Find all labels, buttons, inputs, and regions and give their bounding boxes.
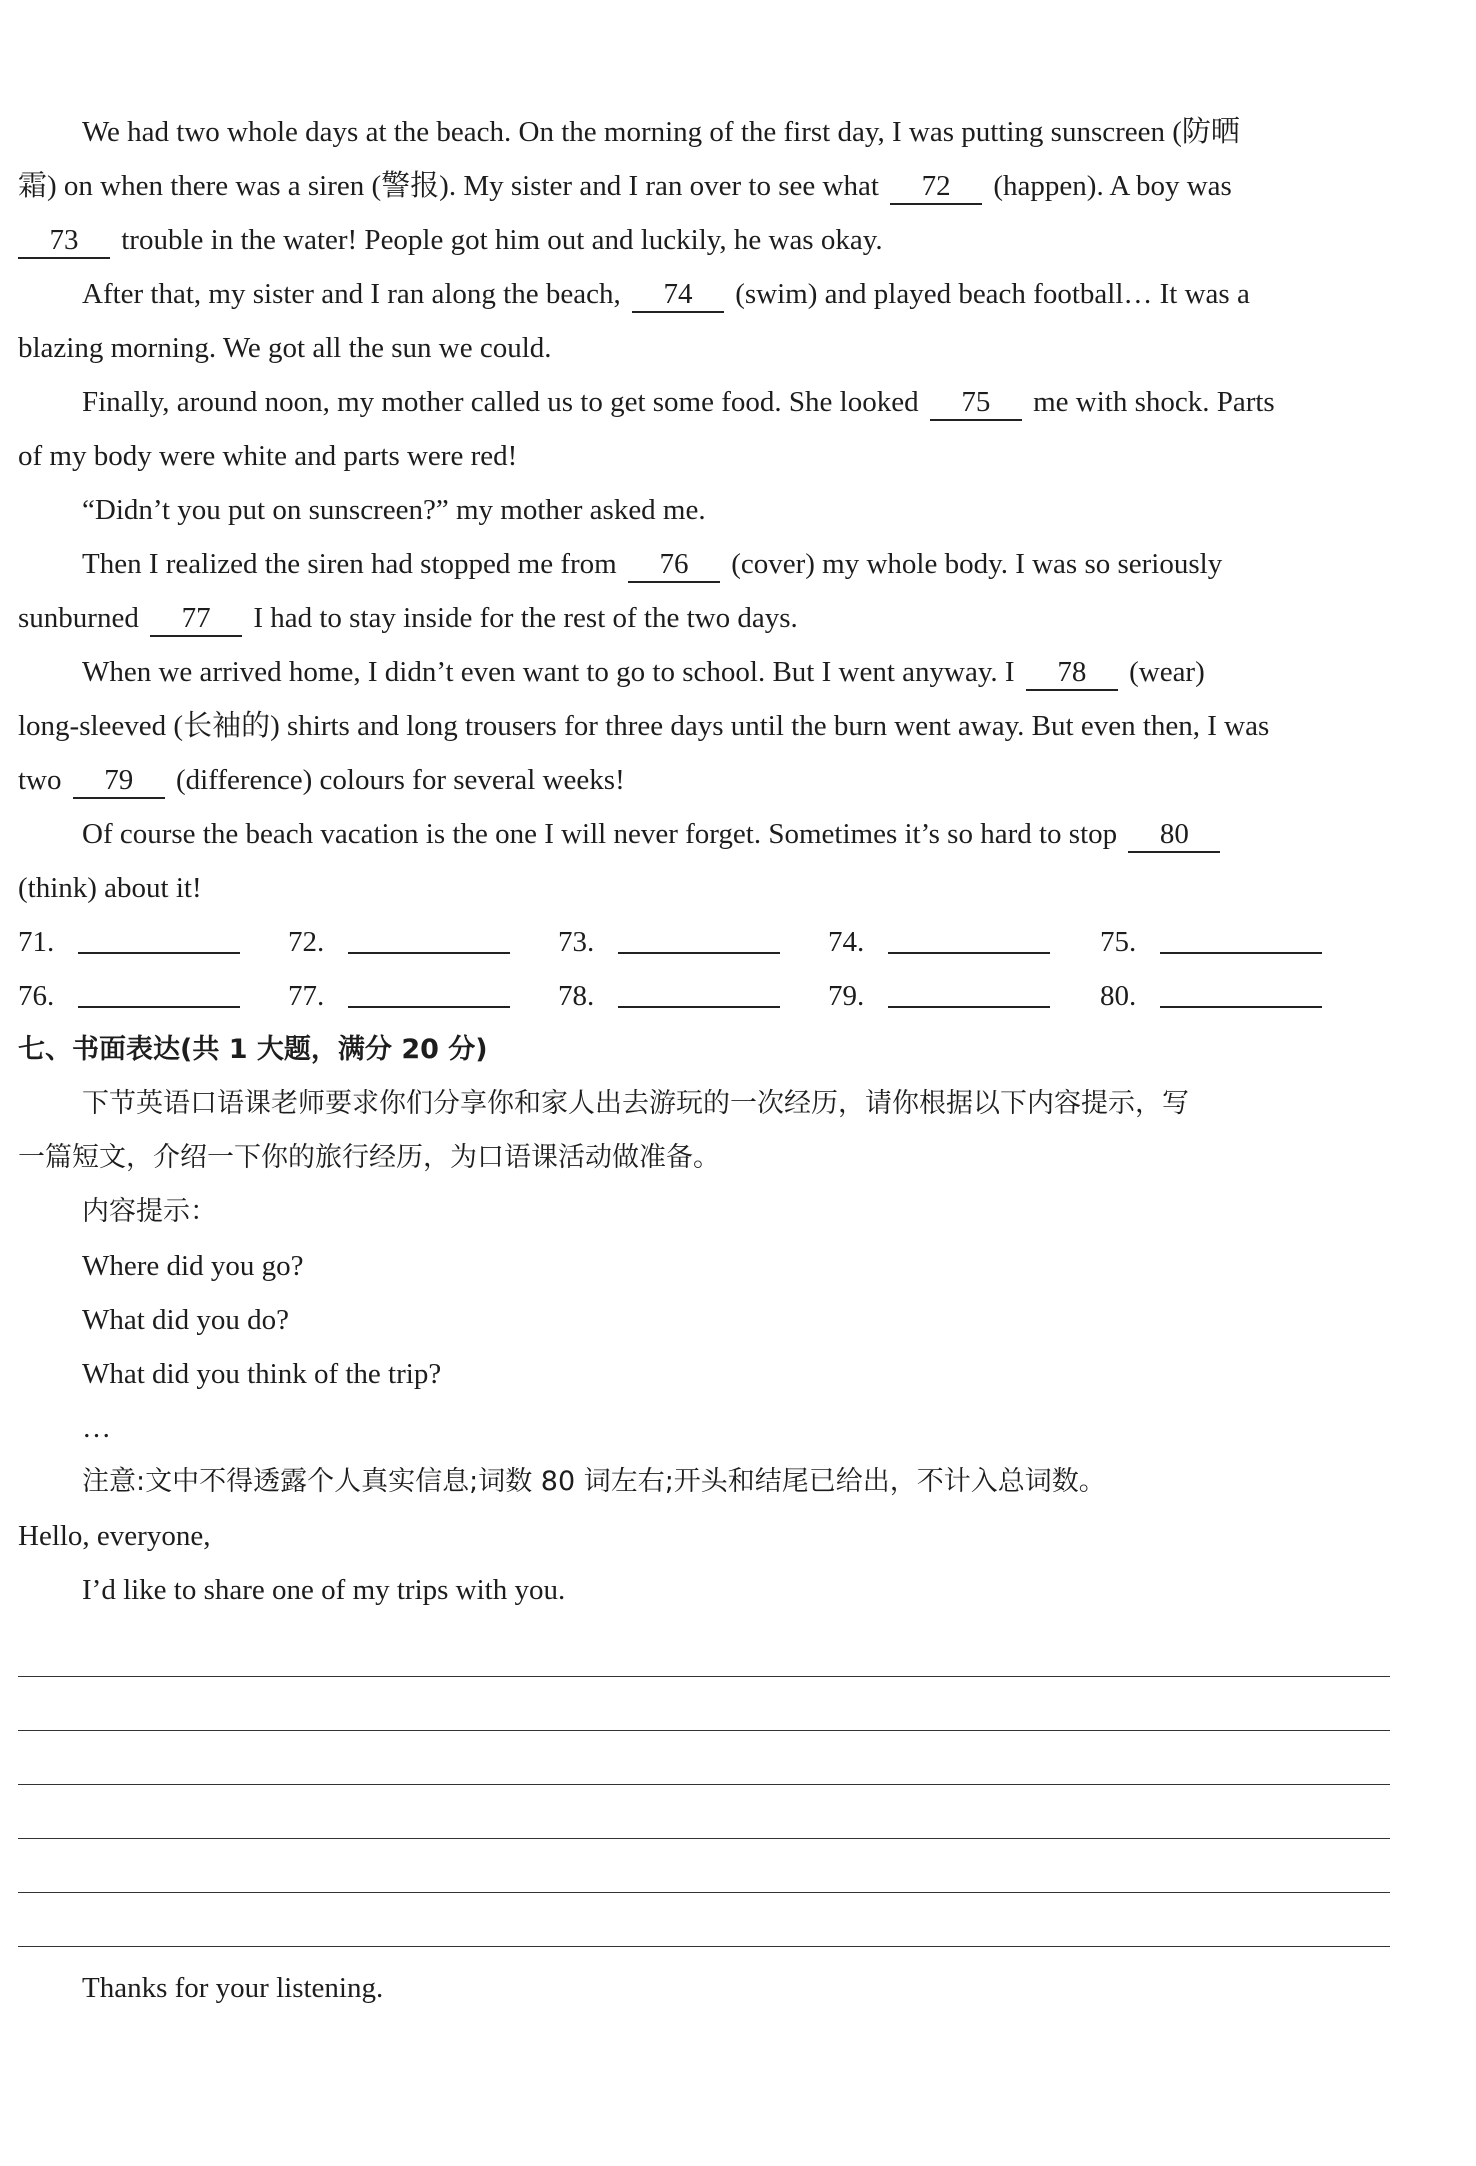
answer-line[interactable]: [888, 980, 1050, 1008]
answer-71[interactable]: [18, 922, 240, 962]
answer-73[interactable]: [558, 922, 780, 962]
answer-number: 75.: [1100, 926, 1137, 958]
blank-80[interactable]: 80: [1128, 817, 1220, 853]
blank-74[interactable]: 74: [632, 277, 724, 313]
writing-line-4[interactable]: [18, 1838, 1390, 1839]
answer-number: 74.: [828, 926, 865, 958]
blank-78[interactable]: 78: [1026, 655, 1118, 691]
hint-question-3: What did you think of the trip?: [82, 1358, 442, 1390]
passage-text: Of course the beach vacation is the one I will never forget. Sometimes it’s so hard to stop: [82, 818, 1118, 850]
passage-text: Finally, around noon, my mother called us to get some food. She looked: [82, 386, 919, 418]
passage-text: two: [18, 764, 62, 796]
section-title: 七、书面表达(共 1 大题，满分 20 分): [18, 1034, 488, 1065]
answer-number: 71.: [18, 926, 55, 958]
answer-76[interactable]: [18, 976, 240, 1016]
passage-line-6: [82, 382, 1275, 422]
passage-line-8: [82, 490, 706, 530]
passage-line-12: [18, 706, 1269, 746]
passage-text: (wear): [1129, 656, 1205, 688]
answer-line[interactable]: [618, 980, 780, 1008]
passage-line-15: [18, 868, 202, 908]
answer-line[interactable]: [1160, 926, 1322, 954]
answer-line[interactable]: [888, 926, 1050, 954]
passage-line-9: [82, 544, 1222, 584]
answer-line[interactable]: [348, 926, 510, 954]
hint-question-2: What did you do?: [82, 1304, 289, 1336]
passage-text: 霜) on when there was a siren (警报). My sister and I ran over to see what: [18, 170, 879, 202]
answer-line[interactable]: [1160, 980, 1322, 1008]
hint-label: 内容提示：: [82, 1196, 217, 1227]
answer-number: 72.: [288, 926, 325, 958]
answer-line[interactable]: [348, 980, 510, 1008]
blank-77[interactable]: 77: [150, 601, 242, 637]
passage-line-11: [82, 652, 1205, 692]
answer-75[interactable]: [1100, 922, 1322, 962]
answer-79[interactable]: [828, 976, 1050, 1016]
passage-text: long-sleeved (长袖的) shirts and long trousers for three days until the burn went away. But even then, I was: [18, 710, 1270, 742]
answer-number: 79.: [828, 980, 865, 1012]
passage-text: (cover) my whole body. I was so seriously: [731, 548, 1223, 580]
answer-line[interactable]: [78, 926, 240, 954]
blank-79[interactable]: 79: [73, 763, 165, 799]
answer-74[interactable]: [828, 922, 1050, 962]
blank-76[interactable]: 76: [628, 547, 720, 583]
passage-line-14: [82, 814, 1224, 854]
answer-77[interactable]: [288, 976, 510, 1016]
passage-line-13: [18, 760, 625, 800]
passage-line-10: [18, 598, 798, 638]
answer-78[interactable]: [558, 976, 780, 1016]
passage-text: of my body were white and parts were red!: [18, 440, 518, 472]
passage-text: (swim) and played beach football… It was a: [735, 278, 1250, 310]
writing-intro-line-2: 一篇短文，介绍一下你的旅行经历，为口语课活动做准备。: [18, 1142, 720, 1173]
answer-number: 80.: [1100, 980, 1137, 1012]
answer-number: 73.: [558, 926, 595, 958]
writing-line-2[interactable]: [18, 1730, 1390, 1731]
hint-ellipsis: …: [82, 1412, 111, 1444]
passage-text: blazing morning. We got all the sun we could.: [18, 332, 552, 364]
passage-line-3: [18, 220, 883, 260]
answer-80[interactable]: [1100, 976, 1322, 1016]
writing-line-1[interactable]: [18, 1676, 1390, 1677]
passage-line-7: [18, 436, 517, 476]
blank-75[interactable]: 75: [930, 385, 1022, 421]
answer-number: 76.: [18, 980, 55, 1012]
passage-line-2: [18, 166, 1232, 206]
passage-text: When we arrived home, I didn’t even want to go to school. But I went anyway. I: [82, 656, 1015, 688]
passage-text: We had two whole days at the beach. On the morning of the first day, I was putting sunscreen (防晒: [82, 116, 1240, 148]
passage-text: After that, my sister and I ran along the beach,: [82, 278, 621, 310]
answer-line[interactable]: [618, 926, 780, 954]
passage-text: Then I realized the siren had stopped me from: [82, 548, 617, 580]
answer-number: 77.: [288, 980, 325, 1012]
letter-opening: Hello, everyone,: [18, 1520, 211, 1552]
writing-line-6[interactable]: [18, 1946, 1390, 1947]
passage-line-5: [18, 328, 552, 368]
hint-question-1: Where did you go?: [82, 1250, 304, 1282]
passage-text: sunburned: [18, 602, 139, 634]
passage-line-1: [82, 112, 1240, 152]
passage-text: trouble in the water! People got him out and luckily, he was okay.: [121, 224, 883, 256]
passage-text: I had to stay inside for the rest of the two days.: [253, 602, 798, 634]
passage-text: (happen). A boy was: [993, 170, 1232, 202]
blank-73[interactable]: 73: [18, 223, 110, 259]
writing-line-3[interactable]: [18, 1784, 1390, 1785]
letter-closing: Thanks for your listening.: [82, 1972, 384, 2004]
passage-line-4: [82, 274, 1250, 314]
writing-note: 注意:文中不得透露个人真实信息;词数 80 词左右;开头和结尾已给出，不计入总词数。: [82, 1466, 1106, 1497]
writing-line-5[interactable]: [18, 1892, 1390, 1893]
passage-text: “Didn’t you put on sunscreen?” my mother asked me.: [82, 494, 706, 526]
letter-opening-sentence: I’d like to share one of my trips with you.: [82, 1574, 566, 1606]
answer-72[interactable]: [288, 922, 510, 962]
writing-intro-line-1: 下节英语口语课老师要求你们分享你和家人出去游玩的一次经历，请你根据以下内容提示，写: [82, 1088, 1189, 1119]
answer-line[interactable]: [78, 980, 240, 1008]
passage-text: me with shock. Parts: [1033, 386, 1275, 418]
answer-number: 78.: [558, 980, 595, 1012]
blank-72[interactable]: 72: [890, 169, 982, 205]
passage-text: (difference) colours for several weeks!: [176, 764, 625, 796]
passage-text: (think) about it!: [18, 872, 202, 904]
